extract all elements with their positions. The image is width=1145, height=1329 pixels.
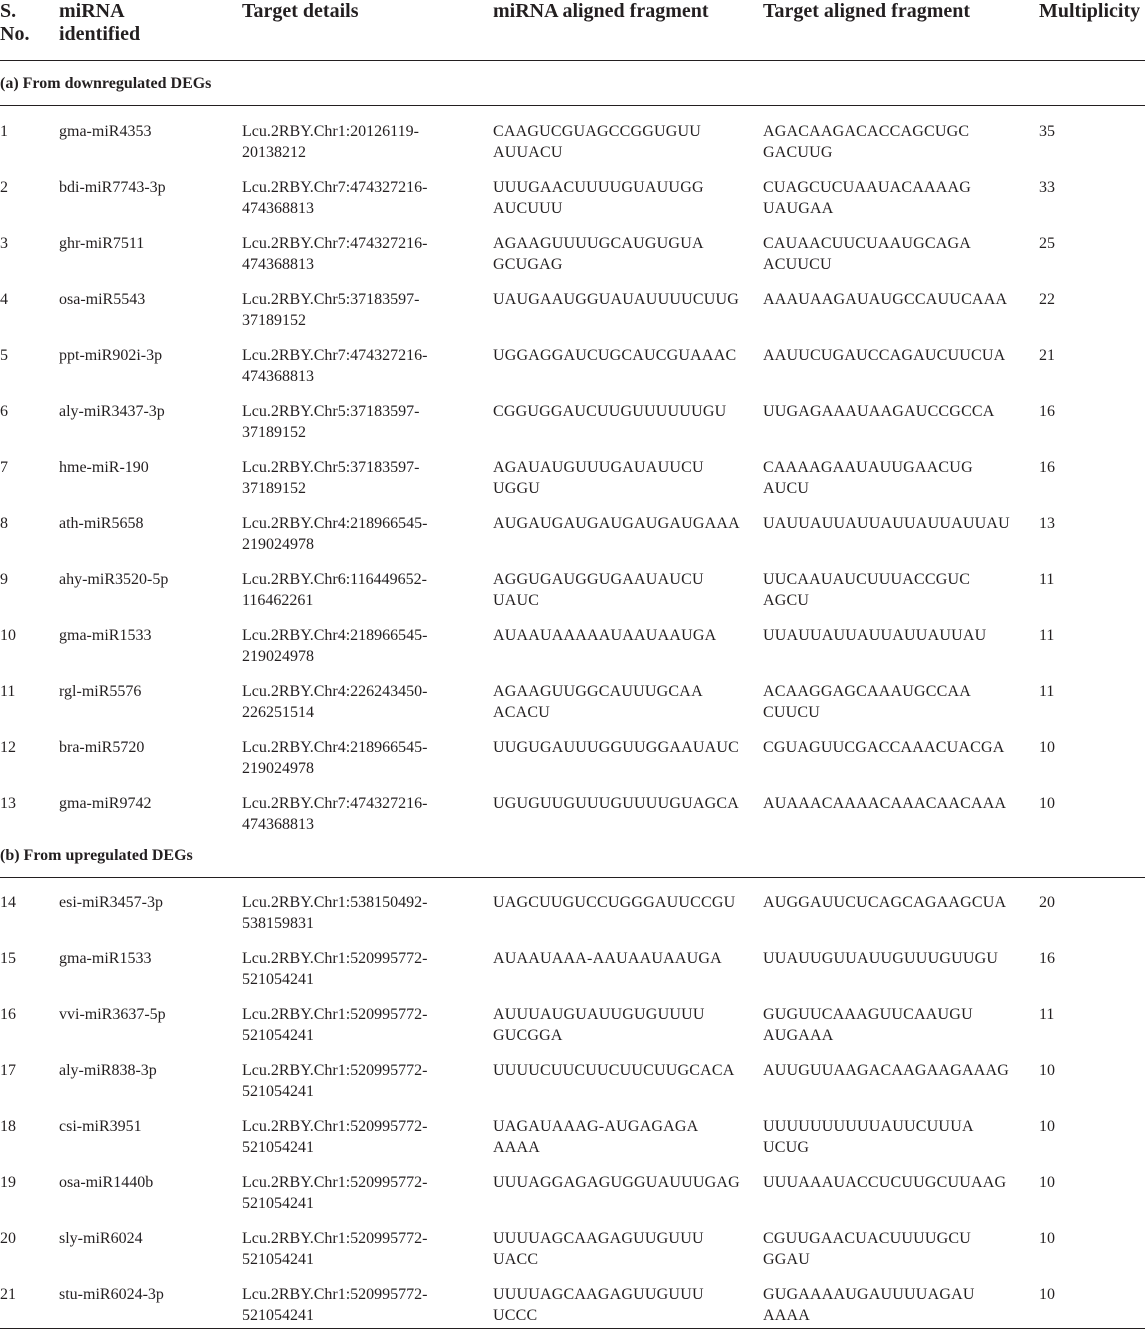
table-row — [0, 1102, 1145, 1158]
cell-target-fragment: AAAUAAGAUAUGCCAUUCAAA — [763, 291, 1008, 308]
cell-mirna-fragment: AUGAUGAUGAUGAUGAUGAAA — [493, 515, 740, 532]
table-row — [0, 723, 1145, 779]
cell-multiplicity: 35 — [1039, 123, 1055, 140]
header-mirna: miRNA identified — [59, 0, 141, 45]
cell-target: Lcu.2RBY.Chr7:474327216- 474368813 — [242, 179, 428, 217]
cell-mirna: rgl-miR5576 — [59, 683, 142, 700]
cell-mirna-fragment: AUUUAUGUAUUGUGUUUU GUCGGA — [493, 1006, 705, 1044]
cell-multiplicity: 11 — [1039, 627, 1055, 644]
cell-target-fragment: UUUAAAUACCUCUUGCUUAAG — [763, 1174, 1007, 1191]
cell-multiplicity: 10 — [1039, 1174, 1055, 1191]
cell-target: Lcu.2RBY.Chr1:520995772- 521054241 — [242, 1118, 428, 1156]
cell-sno: 15 — [0, 950, 16, 967]
cell-multiplicity: 16 — [1039, 459, 1055, 476]
cell-target: Lcu.2RBY.Chr5:37183597- 37189152 — [242, 403, 420, 441]
table-header — [0, 0, 1145, 61]
cell-mirna-fragment: AUAAUAAAAAUAAUAAUGA — [493, 627, 717, 644]
cell-target-fragment: GUGUUCAAAGUUCAAUGU AUGAAA — [763, 1006, 973, 1044]
cell-target: Lcu.2RBY.Chr1:520995772- 521054241 — [242, 1286, 428, 1324]
cell-target: Lcu.2RBY.Chr1:520995772- 521054241 — [242, 1062, 428, 1100]
cell-multiplicity: 16 — [1039, 403, 1055, 420]
cell-mirna-fragment: UAUGAAUGGUAUAUUUUCUUG — [493, 291, 739, 308]
cell-mirna: gma-miR9742 — [59, 795, 152, 812]
cell-sno: 8 — [0, 515, 8, 532]
cell-sno: 11 — [0, 683, 16, 700]
cell-sno: 6 — [0, 403, 8, 420]
section-a-title: (a) From downregulated DEGs — [0, 75, 212, 92]
cell-mirna: osa-miR5543 — [59, 291, 146, 308]
section-a-heading-row — [0, 61, 1145, 106]
cell-mirna-fragment: UUUUAGCAAGAGUUGUUU UACC — [493, 1230, 704, 1268]
cell-target: Lcu.2RBY.Chr1:520995772- 521054241 — [242, 1174, 428, 1212]
cell-target: Lcu.2RBY.Chr4:218966545- 219024978 — [242, 515, 428, 553]
cell-multiplicity: 10 — [1039, 795, 1055, 812]
cell-mirna-fragment: UUGUGAUUUGGUUGGAAUAUC — [493, 739, 739, 756]
cell-target-fragment: UUCAAUAUCUUUACCGUC AGCU — [763, 571, 971, 609]
cell-target-fragment: CGUAGUUCGACCAAACUACGA — [763, 739, 1005, 756]
section-b-title: (b) From upregulated DEGs — [0, 847, 193, 864]
cell-mirna-fragment: AUAAUAAA-AAUAAUAAUGA — [493, 950, 722, 967]
cell-sno: 16 — [0, 1006, 16, 1023]
cell-sno: 13 — [0, 795, 16, 812]
cell-mirna-fragment: UGUGUUGUUUGUUUUGUAGCA — [493, 795, 739, 812]
table-row — [0, 1214, 1145, 1270]
cell-target-fragment: UUGAGAAAUAAGAUCCGCCA — [763, 403, 995, 420]
cell-mirna-fragment: AGAAGUUUUGCAUGUGUA GCUGAG — [493, 235, 704, 273]
cell-mirna-fragment: AGAAGUUGGCAUUUGCAA ACACU — [493, 683, 703, 721]
cell-target-fragment: AGACAAGACACCAGCUGC GACUUG — [763, 123, 970, 161]
cell-multiplicity: 11 — [1039, 571, 1055, 588]
cell-target: Lcu.2RBY.Chr6:116449652- 116462261 — [242, 571, 427, 609]
table-row — [0, 443, 1145, 499]
cell-sno: 20 — [0, 1230, 16, 1247]
cell-mirna: hme-miR-190 — [59, 459, 149, 476]
cell-target: Lcu.2RBY.Chr4:218966545- 219024978 — [242, 627, 428, 665]
cell-mirna-fragment: UAGCUUGUCCUGGGAUUCCGU — [493, 894, 736, 911]
table-row — [0, 555, 1145, 611]
cell-mirna: gma-miR1533 — [59, 950, 152, 967]
cell-target: Lcu.2RBY.Chr7:474327216- 474368813 — [242, 795, 428, 833]
cell-mirna-fragment: UAGAUAAAG-AUGAGAGA AAAA — [493, 1118, 699, 1156]
cell-sno: 14 — [0, 894, 16, 911]
cell-target: Lcu.2RBY.Chr7:474327216- 474368813 — [242, 235, 428, 273]
table-row — [0, 1158, 1145, 1214]
table-row — [0, 387, 1145, 443]
cell-target-fragment: AUGGAUUCUCAGCAGAAGCUA — [763, 894, 1007, 911]
header-target-fragment: Target aligned fragment — [763, 0, 971, 22]
cell-sno: 12 — [0, 739, 16, 756]
cell-target: Lcu.2RBY.Chr1:538150492- 538159831 — [242, 894, 428, 932]
header-multiplicity: Multiplicity — [1039, 0, 1141, 22]
cell-mirna: stu-miR6024-3p — [59, 1286, 164, 1303]
cell-target: Lcu.2RBY.Chr1:520995772- 521054241 — [242, 1006, 428, 1044]
cell-target-fragment: AUUGUUAAGACAAGAAGAAAG — [763, 1062, 1009, 1079]
cell-mirna: gma-miR1533 — [59, 627, 152, 644]
cell-target-fragment: UAUUAUUAUUAUUAUUAUUAU — [763, 515, 1010, 532]
cell-mirna-fragment: UUUGAACUUUUGUAUUGG AUCUUU — [493, 179, 704, 217]
cell-mirna: gma-miR4353 — [59, 123, 152, 140]
cell-mirna: bdi-miR7743-3p — [59, 179, 166, 196]
cell-target-fragment: AUAAACAAAACAAACAACAAA — [763, 795, 1007, 812]
cell-target: Lcu.2RBY.Chr1:20126119- 20138212 — [242, 123, 419, 161]
cell-mirna: csi-miR3951 — [59, 1118, 142, 1135]
cell-target-fragment: CAAAAGAAUAUUGAACUG AUCU — [763, 459, 973, 497]
cell-multiplicity: 21 — [1039, 347, 1055, 364]
cell-mirna: ghr-miR7511 — [59, 235, 145, 252]
table-row — [0, 499, 1145, 555]
table-row — [0, 331, 1145, 387]
cell-multiplicity: 20 — [1039, 894, 1055, 911]
cell-multiplicity: 25 — [1039, 235, 1055, 252]
cell-mirna: esi-miR3457-3p — [59, 894, 163, 911]
table-row — [0, 275, 1145, 331]
cell-mirna-fragment: UUUUAGCAAGAGUUGUUU UCCC — [493, 1286, 704, 1324]
cell-target-fragment: CGUUGAACUACUUUUGCU GGAU — [763, 1230, 972, 1268]
cell-target: Lcu.2RBY.Chr4:226243450- 226251514 — [242, 683, 428, 721]
cell-target-fragment: ACAAGGAGCAAAUGCCAA CUUCU — [763, 683, 972, 721]
cell-multiplicity: 10 — [1039, 1286, 1055, 1303]
table-row — [0, 934, 1145, 990]
cell-sno: 4 — [0, 291, 8, 308]
cell-sno: 21 — [0, 1286, 16, 1303]
cell-sno: 18 — [0, 1118, 16, 1135]
cell-target: Lcu.2RBY.Chr5:37183597- 37189152 — [242, 291, 420, 329]
cell-target-fragment: GUGAAAAUGAUUUUAGAU AAAA — [763, 1286, 975, 1324]
cell-target-fragment: UUUUUUUUUUAUUCUUUA UCUG — [763, 1118, 974, 1156]
cell-mirna: osa-miR1440b — [59, 1174, 154, 1191]
cell-target-fragment: UUAUUGUUAUUGUUUGUUGU — [763, 950, 999, 967]
cell-mirna: sly-miR6024 — [59, 1230, 143, 1247]
cell-multiplicity: 10 — [1039, 739, 1055, 756]
table-row — [0, 1046, 1145, 1102]
cell-multiplicity: 10 — [1039, 1062, 1055, 1079]
table-row — [0, 990, 1145, 1046]
header-mirna-fragment: miRNA aligned fragment — [493, 0, 709, 22]
cell-target: Lcu.2RBY.Chr5:37183597- 37189152 — [242, 459, 420, 497]
cell-sno: 10 — [0, 627, 16, 644]
section-b-heading-row — [0, 835, 1145, 878]
table-row — [0, 106, 1145, 164]
cell-sno: 7 — [0, 459, 8, 476]
table-row — [0, 163, 1145, 219]
cell-multiplicity: 10 — [1039, 1230, 1055, 1247]
cell-multiplicity: 33 — [1039, 179, 1055, 196]
table-row — [0, 219, 1145, 275]
cell-multiplicity: 16 — [1039, 950, 1055, 967]
cell-multiplicity: 13 — [1039, 515, 1055, 532]
cell-mirna-fragment: CGGUGGAUCUUGUUUUUUGU — [493, 403, 727, 420]
cell-multiplicity: 11 — [1039, 683, 1055, 700]
cell-mirna-fragment: AGAUAUGUUUGAUAUUCU UGGU — [493, 459, 704, 497]
cell-mirna: ahy-miR3520-5p — [59, 571, 169, 588]
cell-target-fragment: UUAUUAUUAUUAUUAUUAU — [763, 627, 987, 644]
cell-mirna-fragment: CAAGUCGUAGCCGGUGUU AUUACU — [493, 123, 702, 161]
cell-target-fragment: CAUAACUUCUAAUGCAGA ACUUCU — [763, 235, 972, 273]
cell-mirna-fragment: UUUAGGAGAGUGGUAUUUGAG — [493, 1174, 740, 1191]
cell-sno: 1 — [0, 123, 8, 140]
cell-mirna-fragment: UUUUCUUCUUCUUCUUGCACA — [493, 1062, 735, 1079]
cell-target: Lcu.2RBY.Chr4:218966545- 219024978 — [242, 739, 428, 777]
cell-mirna: ath-miR5658 — [59, 515, 144, 532]
table-row — [0, 611, 1145, 667]
header-target: Target details — [242, 0, 359, 22]
cell-mirna: vvi-miR3637-5p — [59, 1006, 166, 1023]
cell-sno: 3 — [0, 235, 8, 252]
cell-target: Lcu.2RBY.Chr7:474327216- 474368813 — [242, 347, 428, 385]
table-row — [0, 779, 1145, 835]
cell-target-fragment: CUAGCUCUAAUACAAAAG UAUGAA — [763, 179, 972, 217]
cell-multiplicity: 22 — [1039, 291, 1055, 308]
table-row — [0, 878, 1145, 935]
cell-target-fragment: AAUUCUGAUCCAGAUCUUCUA — [763, 347, 1006, 364]
cell-mirna: aly-miR838-3p — [59, 1062, 157, 1079]
cell-sno: 5 — [0, 347, 8, 364]
cell-sno: 9 — [0, 571, 8, 588]
cell-sno: 17 — [0, 1062, 16, 1079]
cell-mirna: bra-miR5720 — [59, 739, 145, 756]
cell-target: Lcu.2RBY.Chr1:520995772- 521054241 — [242, 1230, 428, 1268]
cell-sno: 2 — [0, 179, 8, 196]
cell-mirna: aly-miR3437-3p — [59, 403, 165, 420]
table-row — [0, 667, 1145, 723]
table-row — [0, 1270, 1145, 1329]
cell-sno: 19 — [0, 1174, 16, 1191]
cell-multiplicity: 10 — [1039, 1118, 1055, 1135]
cell-mirna: ppt-miR902i-3p — [59, 347, 163, 364]
section-a-body — [0, 61, 1145, 836]
cell-mirna-fragment: UGGAGGAUCUGCAUCGUAAAC — [493, 347, 737, 364]
cell-mirna-fragment: AGGUGAUGGUGAAUAUCU UAUC — [493, 571, 704, 609]
section-b-body — [0, 835, 1145, 1329]
header-sno: S. No. — [0, 0, 30, 45]
cell-target: Lcu.2RBY.Chr1:520995772- 521054241 — [242, 950, 428, 988]
cell-multiplicity: 11 — [1039, 1006, 1055, 1023]
